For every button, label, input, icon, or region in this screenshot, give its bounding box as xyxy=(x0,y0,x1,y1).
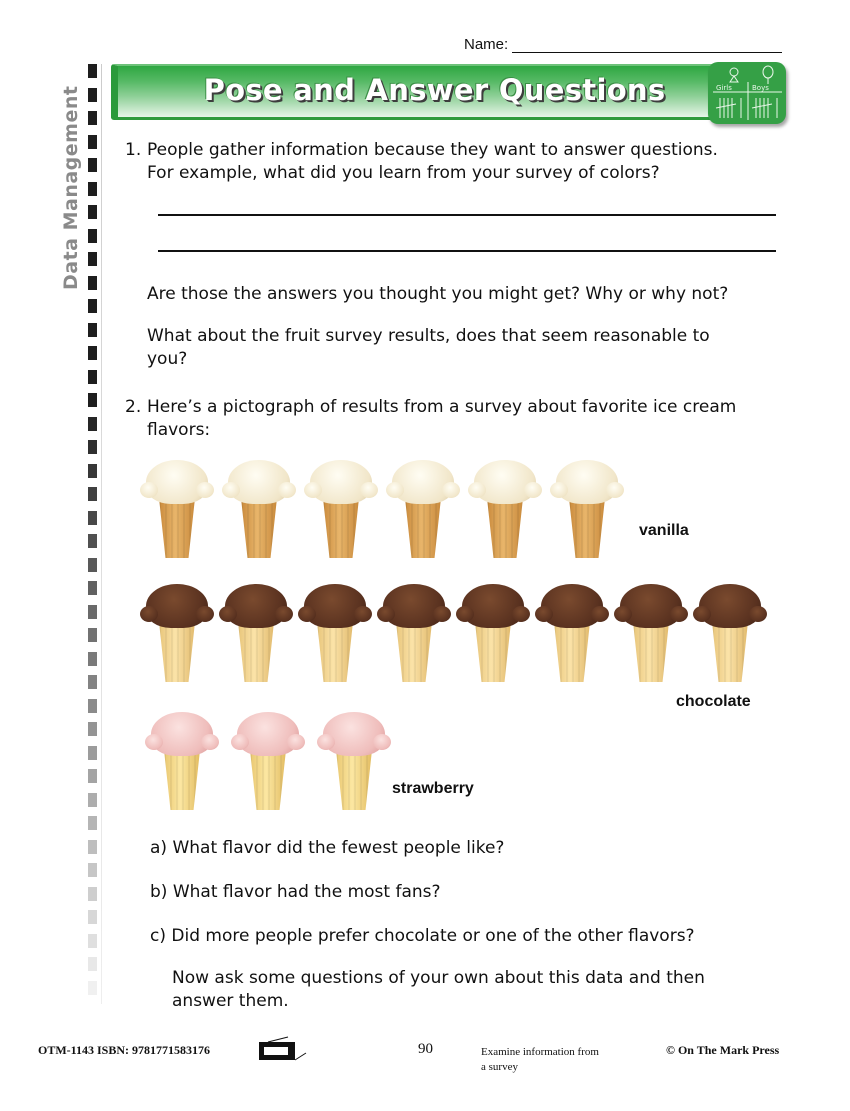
side-dash xyxy=(88,675,97,689)
vanilla-cone-icon xyxy=(304,460,378,560)
question-number: 2. xyxy=(125,397,142,417)
side-dash xyxy=(88,816,97,830)
footer-topic-text: a survey xyxy=(481,1061,518,1073)
side-dash xyxy=(88,863,97,877)
flavor-label-chocolate: chocolate xyxy=(676,693,751,710)
chocolate-cone-icon xyxy=(693,584,767,684)
side-dash xyxy=(88,276,97,290)
side-dash xyxy=(88,957,97,971)
question-text: you? xyxy=(147,349,188,369)
side-dash xyxy=(88,558,97,572)
page-title: Pose and Answer Questions xyxy=(203,73,666,107)
question-1 xyxy=(125,139,718,185)
name-input-line[interactable] xyxy=(512,38,782,53)
question-2 xyxy=(125,396,737,442)
copyright: © On The Mark Press xyxy=(666,1043,780,1057)
side-dash xyxy=(88,910,97,924)
strawberry-cone-icon xyxy=(231,712,305,812)
vanilla-cone-icon xyxy=(550,460,624,560)
side-dash xyxy=(88,182,97,196)
side-dash xyxy=(88,229,97,243)
chocolate-cone-icon xyxy=(219,584,293,684)
chalkboard-icon xyxy=(258,1036,310,1068)
side-dash xyxy=(88,158,97,172)
question-text: answer them. xyxy=(172,991,289,1011)
chocolate-cone-icon xyxy=(140,584,214,684)
side-dash xyxy=(88,64,97,78)
subquestion-a: a) What flavor did the fewest people like? xyxy=(150,838,505,858)
side-dash xyxy=(88,511,97,525)
side-dash-bar xyxy=(88,64,98,1004)
side-dash xyxy=(88,722,97,736)
side-dash xyxy=(88,323,97,337)
answer-line[interactable] xyxy=(158,250,776,252)
side-dash xyxy=(88,135,97,149)
vanilla-cone-icon xyxy=(468,460,542,560)
footer-topic-text: Examine information from xyxy=(481,1046,599,1058)
vanilla-cone-icon xyxy=(386,460,460,560)
chocolate-cone-icon xyxy=(456,584,530,684)
flavor-label-strawberry: strawberry xyxy=(392,780,474,797)
svg-text:Girls: Girls xyxy=(716,84,732,92)
vanilla-cone-icon xyxy=(222,460,296,560)
side-dash xyxy=(88,205,97,219)
subquestion-b: b) What flavor had the most fans? xyxy=(150,882,441,902)
side-dash xyxy=(88,652,97,666)
side-rule xyxy=(101,64,102,1004)
side-dash xyxy=(88,769,97,783)
strawberry-cone-icon xyxy=(145,712,219,812)
side-dash xyxy=(88,370,97,384)
side-dash xyxy=(88,440,97,454)
side-section-label: Data Management xyxy=(60,85,82,290)
question-text: Now ask some questions of your own about this data and then xyxy=(172,968,705,988)
name-field[interactable] xyxy=(464,36,782,53)
question-text: For example, what did you learn from your survey of colors? xyxy=(147,163,660,183)
page-number: 90 xyxy=(418,1041,433,1057)
flavor-label-vanilla: vanilla xyxy=(639,522,689,539)
pictograph-row-chocolate xyxy=(140,584,767,684)
question-text: What about the fruit survey results, does that seem reasonable to xyxy=(147,326,710,346)
side-dash xyxy=(88,534,97,548)
side-dash xyxy=(88,393,97,407)
followup-question xyxy=(147,325,710,371)
side-dash xyxy=(88,464,97,478)
name-label: Name: xyxy=(464,36,509,53)
answer-line[interactable] xyxy=(158,214,776,216)
footer-topic xyxy=(481,1045,599,1075)
side-dash xyxy=(88,299,97,313)
question-text: People gather information because they want to answer questions. xyxy=(147,140,718,160)
title-banner xyxy=(111,64,721,120)
side-dash xyxy=(88,793,97,807)
pictograph-row-vanilla xyxy=(140,460,624,560)
question-number: 1. xyxy=(125,140,142,160)
side-dash xyxy=(88,840,97,854)
side-dash xyxy=(88,981,97,995)
strawberry-cone-icon xyxy=(317,712,391,812)
chocolate-cone-icon xyxy=(614,584,688,684)
pictograph-row-strawberry xyxy=(145,712,391,812)
followup-question: Are those the answers you thought you might get? Why or why not? xyxy=(147,284,729,304)
side-dash xyxy=(88,887,97,901)
tally-chart-icon xyxy=(708,62,786,124)
svg-text:Boys: Boys xyxy=(752,84,769,92)
vanilla-cone-icon xyxy=(140,460,214,560)
side-dash xyxy=(88,934,97,948)
side-dash xyxy=(88,487,97,501)
side-dash xyxy=(88,88,97,102)
footer-code: OTM-1143 ISBN: 9781771583176 xyxy=(38,1043,211,1057)
question-text: flavors: xyxy=(147,420,211,440)
side-dash xyxy=(88,746,97,760)
side-dash xyxy=(88,581,97,595)
side-dash xyxy=(88,111,97,125)
subquestion-c: c) Did more people prefer chocolate or one of the other flavors? xyxy=(150,926,695,946)
chocolate-cone-icon xyxy=(377,584,451,684)
side-dash xyxy=(88,346,97,360)
side-dash xyxy=(88,417,97,431)
side-dash xyxy=(88,628,97,642)
chocolate-cone-icon xyxy=(298,584,372,684)
chocolate-cone-icon xyxy=(535,584,609,684)
side-dash xyxy=(88,699,97,713)
question-text: Here’s a pictograph of results from a survey about favorite ice cream xyxy=(147,397,737,417)
side-dash xyxy=(88,252,97,266)
side-dash xyxy=(88,605,97,619)
extra-instruction xyxy=(172,967,705,1013)
